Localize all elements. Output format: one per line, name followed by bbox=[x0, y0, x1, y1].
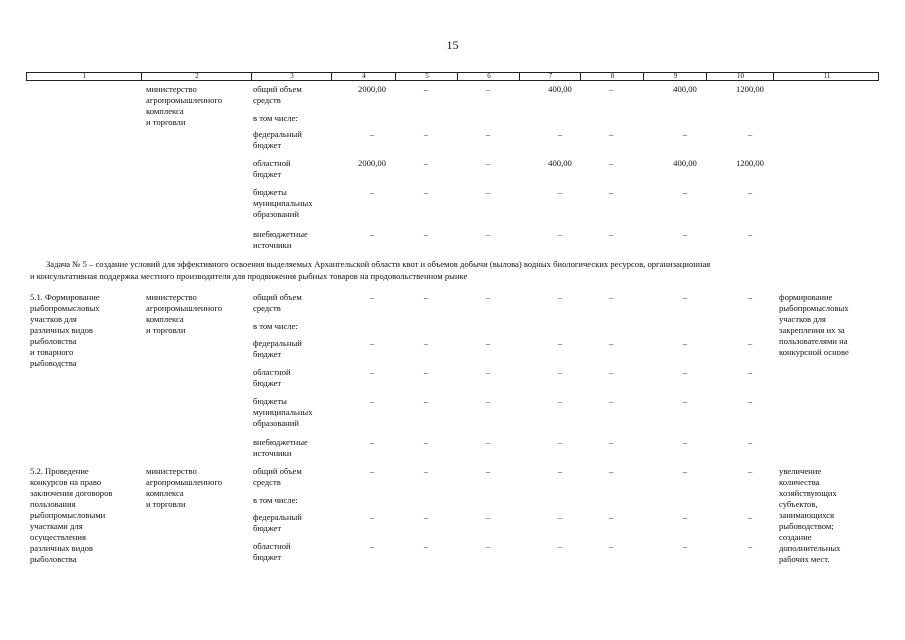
executor-name: министерство bbox=[146, 466, 197, 476]
empty-value-dash: – bbox=[608, 158, 614, 168]
expected-result: дополнительных bbox=[779, 543, 841, 553]
funding-source-label: муниципальных bbox=[253, 198, 313, 208]
column-divider bbox=[580, 73, 581, 80]
column-divider bbox=[331, 73, 332, 80]
funding-source-label: образований bbox=[253, 418, 299, 428]
measure-name: осуществления bbox=[30, 532, 86, 542]
empty-value-dash: – bbox=[747, 229, 753, 239]
column-header-cell: 11 bbox=[823, 72, 831, 80]
empty-value-dash: – bbox=[608, 129, 614, 139]
empty-value-dash: – bbox=[682, 396, 688, 406]
task-heading: Задача № 5 – создание условий для эффективного освоения выделяемых Архангельской области квот и объемов добычи (вылова) водных биологических ресурсов, организационная bbox=[46, 259, 711, 269]
empty-value-dash: – bbox=[608, 292, 614, 302]
column-header-cell: 6 bbox=[487, 72, 491, 80]
empty-value-dash: – bbox=[557, 367, 563, 377]
empty-value-dash: – bbox=[682, 367, 688, 377]
empty-value-dash: – bbox=[747, 338, 753, 348]
empty-value-dash: – bbox=[747, 367, 753, 377]
measure-name: 5.2. Проведение bbox=[30, 466, 89, 476]
column-header-cell: 1 bbox=[82, 72, 87, 80]
task-heading-continued: и консультативная поддержка местного производителя для продвижения рыбных товаров на продовольственном рынке bbox=[30, 271, 468, 281]
empty-value-dash: – bbox=[369, 512, 375, 522]
value-cell: 400,00 bbox=[673, 158, 697, 168]
empty-value-dash: – bbox=[369, 338, 375, 348]
empty-value-dash: – bbox=[423, 541, 429, 551]
empty-value-dash: – bbox=[682, 129, 688, 139]
funding-source-label: бюджет bbox=[253, 552, 282, 562]
executor-name: и торговли bbox=[146, 499, 186, 509]
column-header-row bbox=[26, 72, 879, 81]
executor-name: комплекса bbox=[146, 488, 184, 498]
measure-name: конкурсов на право bbox=[30, 477, 102, 487]
value-cell: 2000,00 bbox=[358, 158, 386, 168]
empty-value-dash: – bbox=[608, 367, 614, 377]
executor-name: комплекса bbox=[146, 106, 184, 116]
expected-result: субъектов, bbox=[779, 499, 818, 509]
empty-value-dash: – bbox=[747, 187, 753, 197]
empty-value-dash: – bbox=[682, 229, 688, 239]
empty-value-dash: – bbox=[423, 437, 429, 447]
empty-value-dash: – bbox=[682, 292, 688, 302]
empty-value-dash: – bbox=[608, 541, 614, 551]
empty-value-dash: – bbox=[485, 129, 491, 139]
empty-value-dash: – bbox=[423, 338, 429, 348]
executor-name: министерство bbox=[146, 292, 197, 302]
funding-source-label: в том числе: bbox=[253, 113, 298, 123]
empty-value-dash: – bbox=[369, 187, 375, 197]
empty-value-dash: – bbox=[369, 396, 375, 406]
empty-value-dash: – bbox=[557, 187, 563, 197]
empty-value-dash: – bbox=[423, 396, 429, 406]
empty-value-dash: – bbox=[485, 338, 491, 348]
empty-value-dash: – bbox=[682, 512, 688, 522]
expected-result: хозяйствующих bbox=[779, 488, 837, 498]
column-header-cell: 5 bbox=[425, 72, 429, 80]
empty-value-dash: – bbox=[608, 466, 614, 476]
empty-value-dash: – bbox=[747, 512, 753, 522]
empty-value-dash: – bbox=[369, 129, 375, 139]
measure-name: заключения договоров bbox=[30, 488, 113, 498]
measure-name: рыбопромысловыми bbox=[30, 510, 106, 520]
funding-source-label: в том числе: bbox=[253, 321, 298, 331]
empty-value-dash: – bbox=[485, 437, 491, 447]
measure-name: различных видов bbox=[30, 543, 93, 553]
expected-result: формирование bbox=[779, 292, 833, 302]
measure-name: рыболовства bbox=[30, 554, 77, 564]
empty-value-dash: – bbox=[682, 541, 688, 551]
executor-name: агропромышленного bbox=[146, 477, 222, 487]
funding-source-label: федеральный bbox=[253, 338, 302, 348]
empty-value-dash: – bbox=[747, 129, 753, 139]
expected-result: создание bbox=[779, 532, 812, 542]
empty-value-dash: – bbox=[747, 292, 753, 302]
column-header-cell: 7 bbox=[548, 72, 553, 80]
empty-value-dash: – bbox=[423, 129, 429, 139]
value-cell: 400,00 bbox=[673, 84, 697, 94]
empty-value-dash: – bbox=[747, 437, 753, 447]
empty-value-dash: – bbox=[485, 229, 491, 239]
empty-value-dash: – bbox=[485, 512, 491, 522]
measure-name: и товарного bbox=[30, 347, 74, 357]
empty-value-dash: – bbox=[557, 512, 563, 522]
column-divider bbox=[643, 73, 644, 80]
funding-source-label: общий объем bbox=[253, 292, 302, 302]
empty-value-dash: – bbox=[557, 437, 563, 447]
funding-source-label: бюджет bbox=[253, 169, 282, 179]
value-cell: 1200,00 bbox=[736, 84, 764, 94]
empty-value-dash: – bbox=[485, 292, 491, 302]
funding-source-label: бюджеты bbox=[253, 396, 287, 406]
measure-name: различных видов bbox=[30, 325, 93, 335]
empty-value-dash: – bbox=[557, 466, 563, 476]
empty-value-dash: – bbox=[682, 187, 688, 197]
column-divider bbox=[141, 73, 142, 80]
measure-name: рыбоводства bbox=[30, 358, 77, 368]
page-number: 15 bbox=[446, 38, 459, 52]
empty-value-dash: – bbox=[608, 187, 614, 197]
funding-source-label: федеральный bbox=[253, 129, 302, 139]
funding-source-label: областной bbox=[253, 367, 291, 377]
empty-value-dash: – bbox=[608, 84, 614, 94]
empty-value-dash: – bbox=[747, 541, 753, 551]
funding-source-label: муниципальных bbox=[253, 407, 313, 417]
column-header-cell: 4 bbox=[362, 72, 366, 80]
value-cell: 2000,00 bbox=[358, 84, 386, 94]
empty-value-dash: – bbox=[485, 466, 491, 476]
empty-value-dash: – bbox=[608, 396, 614, 406]
funding-source-label: средств bbox=[253, 477, 281, 487]
measure-name: пользования bbox=[30, 499, 76, 509]
funding-source-label: средств bbox=[253, 95, 281, 105]
executor-name: министерство bbox=[146, 84, 197, 94]
empty-value-dash: – bbox=[557, 129, 563, 139]
funding-source-label: образований bbox=[253, 209, 299, 219]
empty-value-dash: – bbox=[369, 466, 375, 476]
funding-source-label: бюджет bbox=[253, 523, 282, 533]
expected-result: рабочих мест. bbox=[779, 554, 830, 564]
empty-value-dash: – bbox=[485, 158, 491, 168]
funding-source-label: областной bbox=[253, 158, 291, 168]
column-divider bbox=[706, 73, 707, 80]
funding-source-label: федеральный bbox=[253, 512, 302, 522]
empty-value-dash: – bbox=[369, 541, 375, 551]
empty-value-dash: – bbox=[423, 229, 429, 239]
expected-result: рыбоводством; bbox=[779, 521, 834, 531]
funding-source-label: источники bbox=[253, 448, 292, 458]
empty-value-dash: – bbox=[423, 512, 429, 522]
measure-name: участками для bbox=[30, 521, 83, 531]
empty-value-dash: – bbox=[369, 229, 375, 239]
funding-source-label: общий объем bbox=[253, 84, 302, 94]
expected-result: увеличение bbox=[779, 466, 822, 476]
column-header-cell: 8 bbox=[610, 72, 615, 80]
empty-value-dash: – bbox=[557, 229, 563, 239]
empty-value-dash: – bbox=[608, 229, 614, 239]
measure-name: рыбопромысловых bbox=[30, 303, 100, 313]
measure-name: 5.1. Формирование bbox=[30, 292, 100, 302]
column-divider bbox=[395, 73, 396, 80]
empty-value-dash: – bbox=[485, 367, 491, 377]
empty-value-dash: – bbox=[423, 158, 429, 168]
funding-source-label: внебюджетные bbox=[253, 437, 308, 447]
value-cell: 400,00 bbox=[548, 84, 572, 94]
column-divider bbox=[519, 73, 520, 80]
empty-value-dash: – bbox=[423, 84, 429, 94]
empty-value-dash: – bbox=[608, 512, 614, 522]
empty-value-dash: – bbox=[485, 187, 491, 197]
expected-result: конкурсной основе bbox=[779, 347, 849, 357]
funding-source-label: бюджет bbox=[253, 140, 282, 150]
empty-value-dash: – bbox=[682, 338, 688, 348]
empty-value-dash: – bbox=[423, 466, 429, 476]
value-cell: 400,00 bbox=[548, 158, 572, 168]
value-cell: 1200,00 bbox=[736, 158, 764, 168]
empty-value-dash: – bbox=[682, 466, 688, 476]
expected-result: занимающихся bbox=[779, 510, 835, 520]
empty-value-dash: – bbox=[485, 396, 491, 406]
expected-result: количества bbox=[779, 477, 820, 487]
empty-value-dash: – bbox=[557, 396, 563, 406]
expected-result: пользователями на bbox=[779, 336, 848, 346]
funding-source-label: областной bbox=[253, 541, 291, 551]
column-header-cell: 3 bbox=[290, 72, 294, 80]
empty-value-dash: – bbox=[369, 367, 375, 377]
expected-result: участков для bbox=[779, 314, 826, 324]
funding-source-label: источники bbox=[253, 240, 292, 250]
funding-source-label: бюджеты bbox=[253, 187, 287, 197]
executor-name: комплекса bbox=[146, 314, 184, 324]
empty-value-dash: – bbox=[557, 338, 563, 348]
empty-value-dash: – bbox=[369, 437, 375, 447]
empty-value-dash: – bbox=[608, 437, 614, 447]
expected-result: закрепления их за bbox=[779, 325, 845, 335]
measure-name: участков для bbox=[30, 314, 77, 324]
empty-value-dash: – bbox=[485, 84, 491, 94]
empty-value-dash: – bbox=[423, 187, 429, 197]
funding-source-label: бюджет bbox=[253, 349, 282, 359]
empty-value-dash: – bbox=[485, 541, 491, 551]
executor-name: агропромышленного bbox=[146, 95, 222, 105]
column-header-cell: 9 bbox=[673, 72, 678, 80]
empty-value-dash: – bbox=[369, 292, 375, 302]
expected-result: рыбопромысловых bbox=[779, 303, 849, 313]
empty-value-dash: – bbox=[557, 541, 563, 551]
executor-name: агропромышленного bbox=[146, 303, 222, 313]
funding-source-label: общий объем bbox=[253, 466, 302, 476]
executor-name: и торговли bbox=[146, 325, 186, 335]
empty-value-dash: – bbox=[747, 396, 753, 406]
funding-source-label: внебюджетные bbox=[253, 229, 308, 239]
funding-source-label: в том числе: bbox=[253, 495, 298, 505]
empty-value-dash: – bbox=[557, 292, 563, 302]
empty-value-dash: – bbox=[423, 367, 429, 377]
measure-name: рыболовства bbox=[30, 336, 77, 346]
funding-source-label: средств bbox=[253, 303, 281, 313]
empty-value-dash: – bbox=[682, 437, 688, 447]
empty-value-dash: – bbox=[608, 338, 614, 348]
column-header-cell: 2 bbox=[195, 72, 199, 80]
column-divider bbox=[457, 73, 458, 80]
column-divider bbox=[773, 73, 774, 80]
executor-name: и торговли bbox=[146, 117, 186, 127]
column-header-cell: 10 bbox=[737, 72, 744, 80]
funding-source-label: бюджет bbox=[253, 378, 282, 388]
empty-value-dash: – bbox=[423, 292, 429, 302]
empty-value-dash: – bbox=[747, 466, 753, 476]
column-divider bbox=[251, 73, 252, 80]
